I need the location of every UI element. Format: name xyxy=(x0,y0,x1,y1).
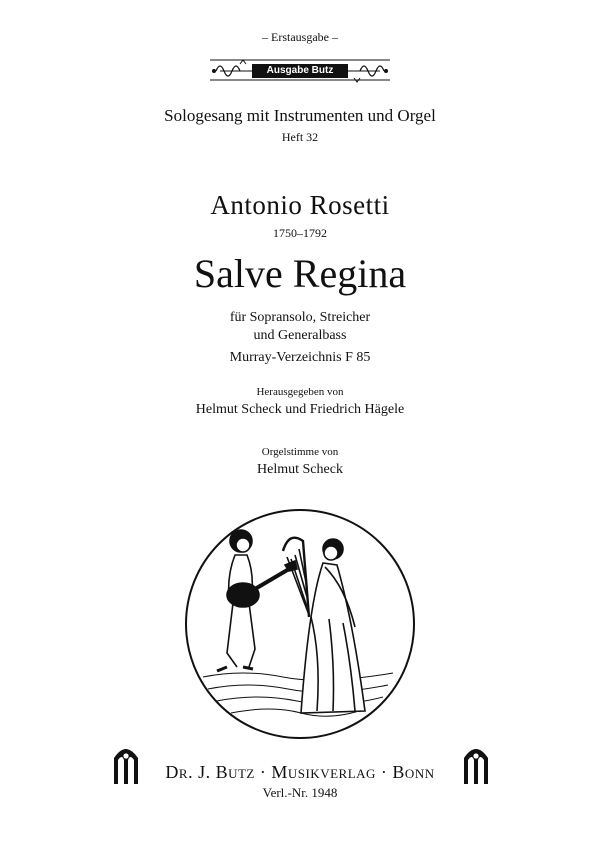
composer-name: Antonio Rosetti xyxy=(210,190,390,220)
publisher-separator: · xyxy=(254,762,272,782)
series-number: Heft 32 xyxy=(281,130,319,144)
organ-part-label: Orgelstimme von xyxy=(261,446,339,458)
publisher-separator: · xyxy=(375,762,393,782)
medallion-illustration xyxy=(183,507,417,741)
publisher-logo xyxy=(200,50,400,90)
organ-part-editor: Helmut Scheck xyxy=(257,462,343,477)
publisher-line xyxy=(0,762,600,783)
publisher-type: Musikverlag xyxy=(271,762,376,782)
series-title: Sologesang mit Instrumenten und Orgel xyxy=(164,106,436,125)
publisher-name: Dr. J. Butz xyxy=(165,762,255,782)
composer-dates: 1750–1792 xyxy=(273,226,327,240)
gothic-window-icon xyxy=(462,744,490,784)
scoring-line-2: und Generalbass xyxy=(253,328,347,343)
catalog-number: Murray-Verzeichnis F 85 xyxy=(229,350,371,365)
scoring-line-1: für Sopransolo, Streicher xyxy=(229,310,371,325)
edition-note: – Erstausgabe – xyxy=(262,30,338,44)
editor-names: Helmut Scheck und Friedrich Hägele xyxy=(195,402,405,417)
editor-label: Herausgegeben von xyxy=(256,386,344,398)
publisher-city: Bonn xyxy=(392,762,435,782)
logo-label: Ausgabe Butz xyxy=(252,64,348,78)
work-title: Salve Regina xyxy=(193,251,407,296)
plate-number: Verl.-Nr. 1948 xyxy=(262,785,338,800)
